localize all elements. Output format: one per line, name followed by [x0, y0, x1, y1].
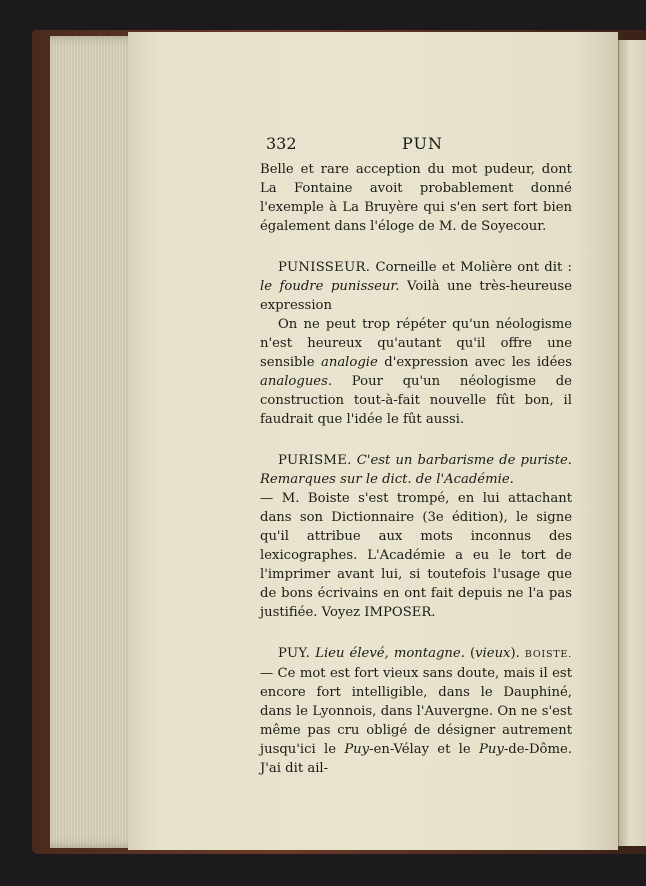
entry-puy: [260, 644, 572, 778]
page-body: [260, 160, 572, 778]
page-number: 332: [266, 134, 297, 153]
headword: PUNISSEUR.: [278, 260, 371, 275]
entry-italic: Puy: [344, 742, 370, 757]
source-abbrev: BOISTE.: [524, 649, 572, 660]
facing-page-edge: [618, 40, 646, 846]
headword: PUY.: [278, 646, 311, 661]
entry-text: -de-Dôme. J'ai dit ail-: [260, 742, 572, 776]
running-head: PUN: [402, 134, 443, 153]
entry-text: (: [464, 646, 476, 661]
entry-italic: le foudre punisseur.: [260, 279, 400, 294]
entry-text: ).: [510, 646, 525, 661]
entry-italic: analogie: [320, 355, 378, 370]
paragraph-continuation: Belle et rare acception du mot pudeur, dont La Fontaine avoit probablement donné l'exemple à La Bruyère qui s'en sert fort bien également dans l'éloge de M. de Soyecour.: [260, 162, 572, 234]
entry-italic: vieux: [475, 646, 511, 661]
entry-italic: Puy: [478, 742, 504, 757]
headword: PURISME.: [278, 453, 352, 468]
entry-italic: C'est un barbarisme de puriste. Remarques sur le dict. de l'Académie.: [260, 453, 572, 487]
entry-text: Pour qu'un néologisme de construction tout-à-fait nouvelle fût bon, il faudrait que l'idée le fût aussi.: [260, 374, 572, 427]
entry-punisseur: [260, 258, 572, 315]
entry-purisme: [260, 451, 572, 489]
entry-text: Voilà une très-heureuse expression: [260, 279, 573, 313]
entry-text: — Ce mot est fort vieux sans doute, mais il est encore fort intelligible, dans le Dauphiné, dans le Lyonnois, dans l'Auvergne. On ne s'est même pas cru obligé de désigner autrement jusqu'ici le: [260, 666, 572, 757]
entry-italic: Lieu élevé, montagne.: [310, 646, 465, 661]
entry-italic: analogues.: [260, 374, 333, 389]
entry-text: -en-Vélay et le: [369, 742, 479, 757]
entry-text: Corneille et Molière ont dit :: [370, 260, 572, 275]
entry-purisme-body: — M. Boiste s'est trompé, en lui attachant dans son Dictionnaire (3e édition), le signe qu'il attribue aux mots inconnus des lexicographes. L'Académie a eu le tort de l'imprimer avant lui, si toutefois l'usage que de bons écrivains en ont fait depuis ne l'a pas justifiée. Voyez IMPOSER.: [260, 491, 572, 620]
entry-text: On ne peut trop répéter qu'un néologisme n'est heureux qu'autant qu'il offre une sensible: [260, 317, 572, 370]
entry-punisseur-body: [260, 315, 572, 429]
entry-text: d'expression avec les idées: [377, 355, 572, 370]
